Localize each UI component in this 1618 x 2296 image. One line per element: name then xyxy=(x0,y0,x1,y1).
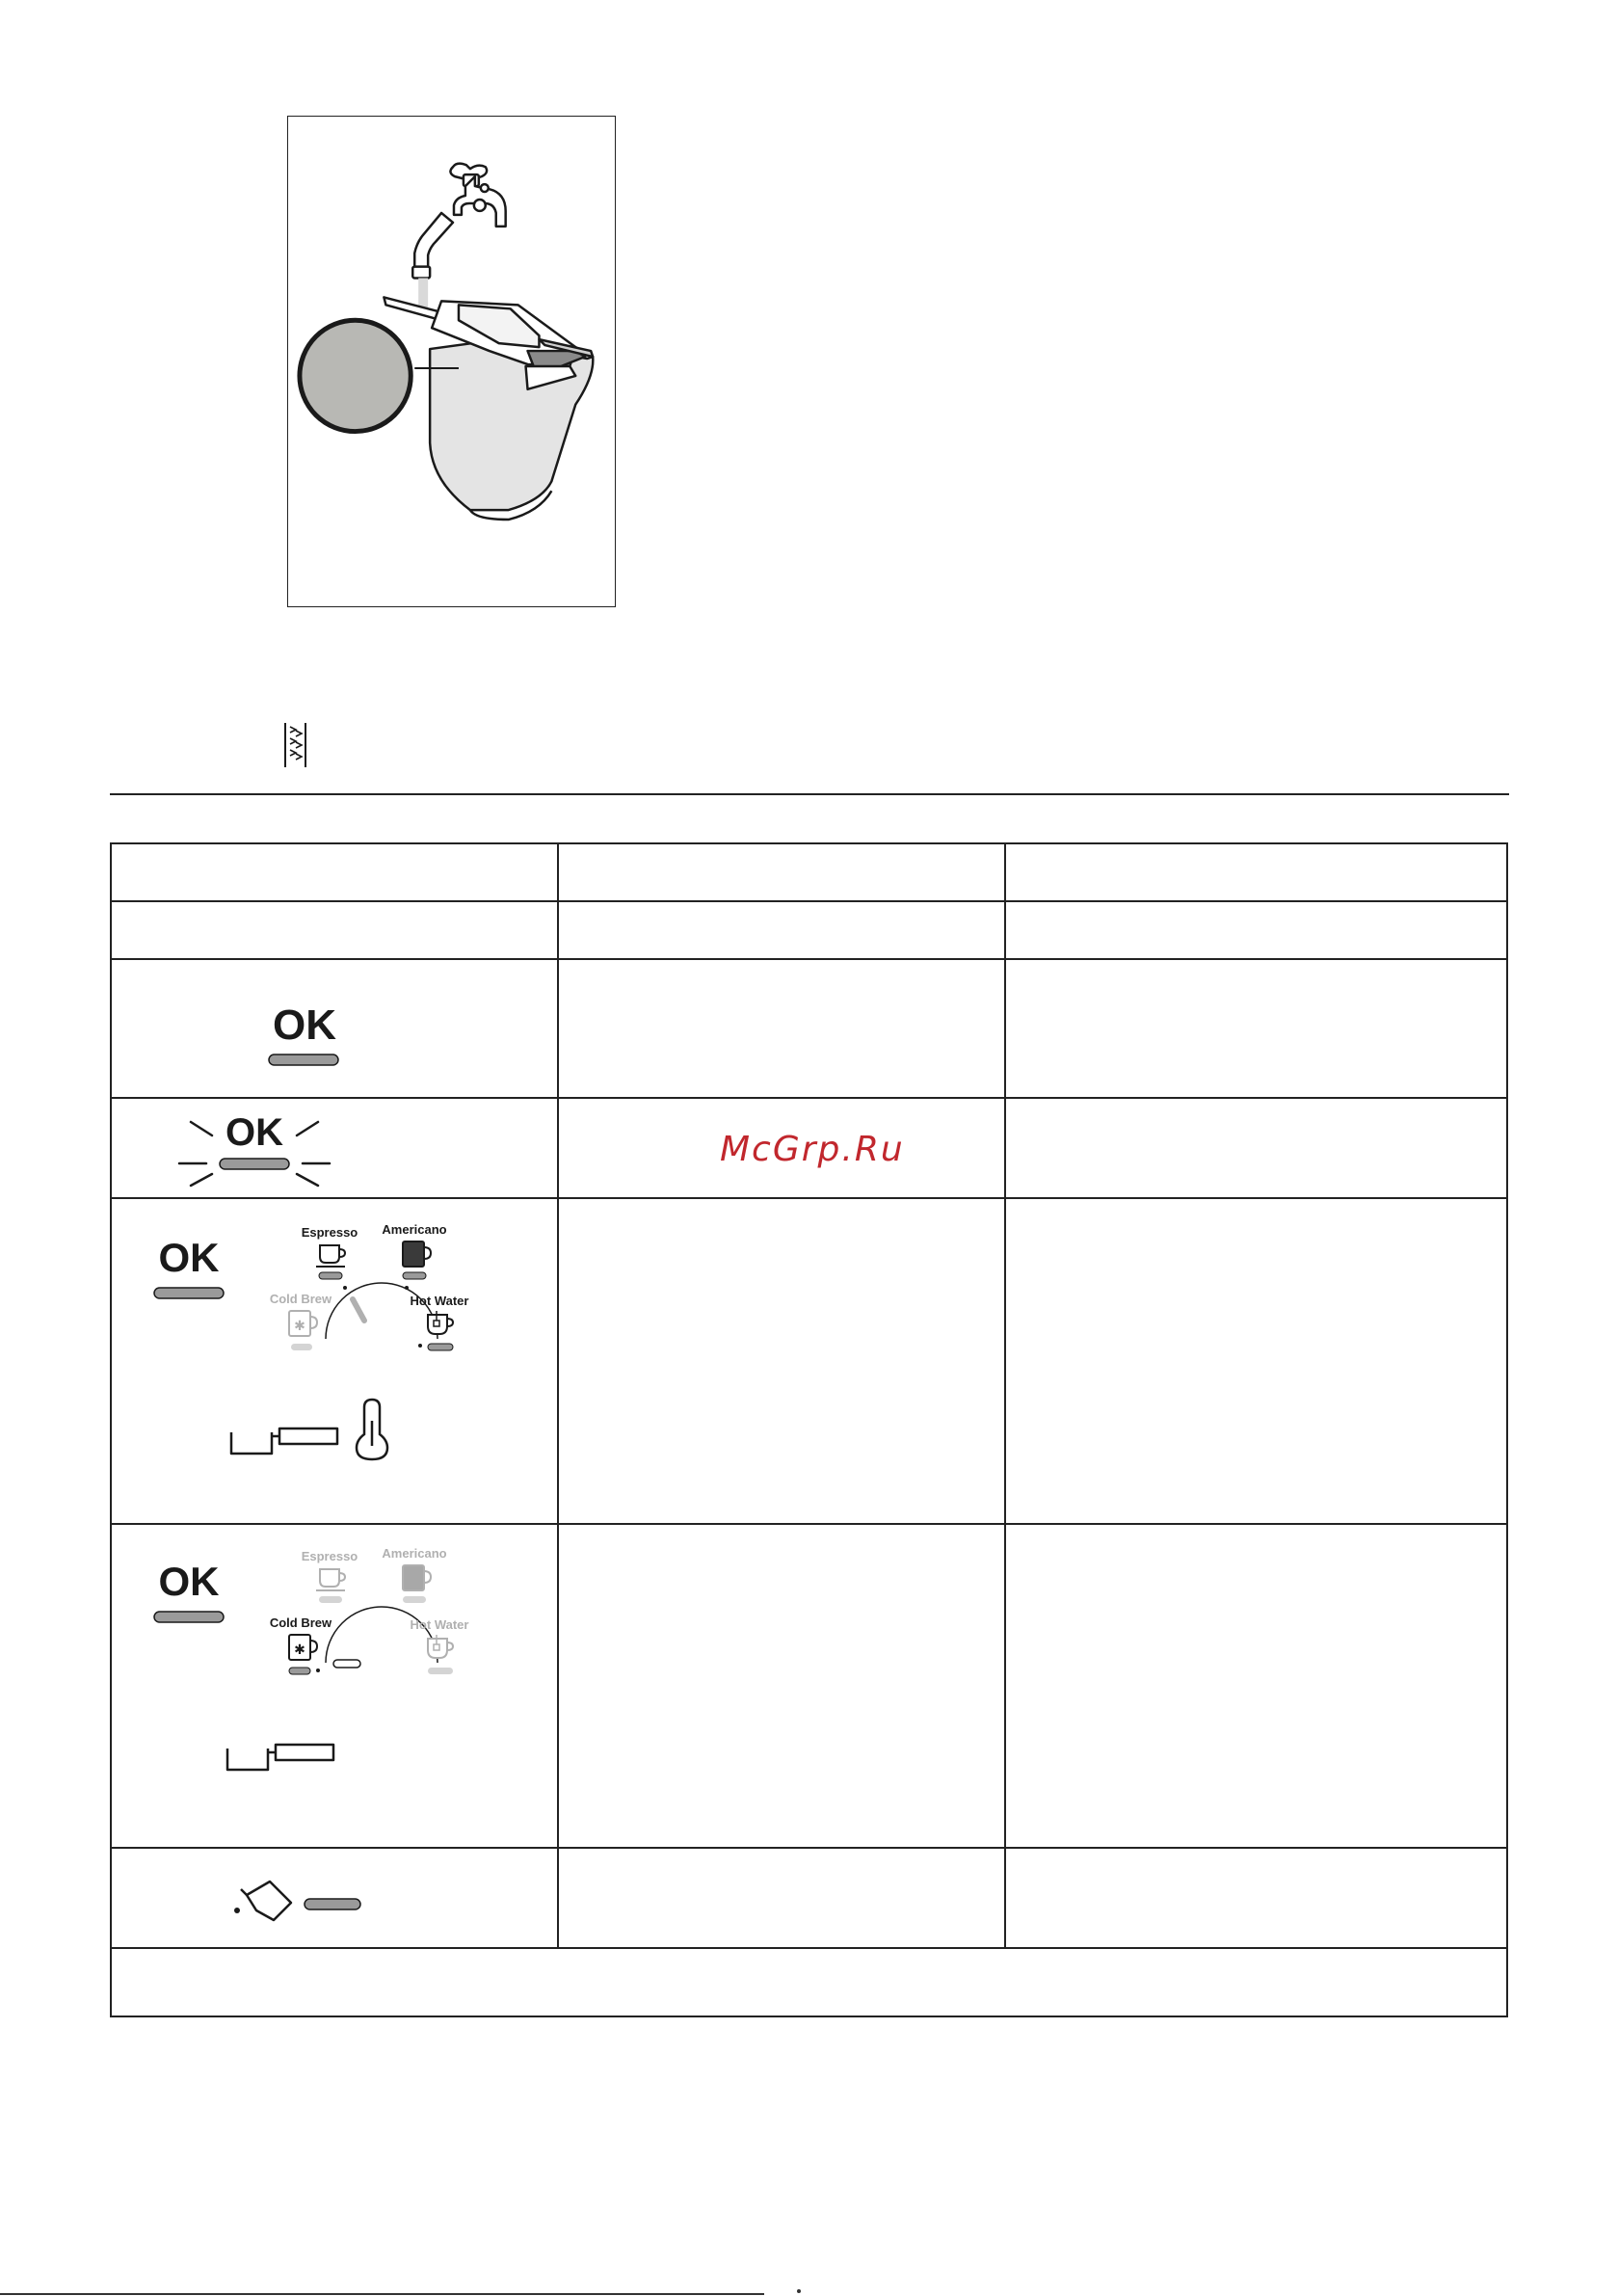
table-hline xyxy=(112,1197,1506,1199)
svg-text:✱: ✱ xyxy=(294,1642,305,1657)
ok-dial-panel-hot xyxy=(154,1211,540,1509)
table-vline xyxy=(557,844,559,1947)
thermometer-icon xyxy=(357,1400,387,1459)
espresso-indicator xyxy=(319,1272,342,1279)
espresso-label: Espresso xyxy=(301,1225,358,1240)
hot-water-icon xyxy=(428,1311,453,1334)
espresso-indicator xyxy=(319,1596,342,1603)
espresso-icon xyxy=(316,1245,345,1267)
water-tank-illustration xyxy=(287,116,616,607)
ok-label: OK xyxy=(225,1111,283,1154)
ok-label: OK xyxy=(273,1001,336,1049)
ok-indicator-flashing xyxy=(177,1105,332,1191)
cold-brew-icon xyxy=(289,1635,317,1660)
hot-water-indicator xyxy=(428,1668,453,1674)
ok-indicator-bar xyxy=(220,1159,289,1169)
hot-water-label: Hot Water xyxy=(410,1617,469,1632)
cold-brew-label: Cold Brew xyxy=(269,1615,332,1630)
descale-panel xyxy=(229,1874,364,1928)
watermark: McGrp.Ru xyxy=(720,1130,905,1169)
americano-indicator xyxy=(403,1272,426,1279)
table-hline xyxy=(112,900,1506,902)
water-tank xyxy=(384,297,593,520)
americano-icon xyxy=(403,1565,431,1590)
descale-indicator-bar xyxy=(305,1899,360,1909)
table-hline xyxy=(112,1947,1506,1949)
cold-brew-indicator xyxy=(289,1668,310,1674)
cold-brew-indicator xyxy=(291,1344,312,1350)
table-hline xyxy=(112,1847,1506,1849)
callout-circle xyxy=(300,320,411,431)
water-tank-filling-image xyxy=(288,117,615,606)
hot-water-label: Hot Water xyxy=(410,1294,469,1308)
ok-indicator-bar xyxy=(154,1612,224,1622)
cold-brew-icon xyxy=(289,1311,317,1336)
ok-indicator-solid xyxy=(256,999,353,1085)
dial-pointer xyxy=(353,1299,364,1321)
ok-indicator-bar xyxy=(269,1055,338,1065)
espresso-label: Espresso xyxy=(301,1549,358,1563)
indicator-table xyxy=(110,842,1508,2017)
steam-wand-icon xyxy=(231,1428,337,1454)
americano-indicator xyxy=(403,1596,426,1603)
americano-icon xyxy=(403,1241,431,1267)
footer-mark xyxy=(797,2289,801,2293)
hot-water-icon xyxy=(428,1635,453,1658)
table-hline xyxy=(112,1097,1506,1099)
ok-dial-panel-cold xyxy=(154,1535,540,1833)
table-hline xyxy=(112,1523,1506,1525)
americano-label: Americano xyxy=(382,1222,447,1237)
faucet-icon xyxy=(412,164,505,279)
table-vline xyxy=(1004,844,1006,1947)
hot-water-indicator xyxy=(428,1344,453,1350)
svg-text:✱: ✱ xyxy=(294,1318,305,1333)
espresso-icon xyxy=(316,1569,345,1590)
ok-label: OK xyxy=(158,1235,220,1280)
dial-arc xyxy=(326,1283,438,1339)
steam-wand-icon xyxy=(227,1745,333,1770)
descale-pour-icon xyxy=(241,1882,291,1920)
ok-indicator-bar xyxy=(154,1288,224,1298)
section-divider xyxy=(110,793,1509,795)
footer-rule xyxy=(0,2293,764,2295)
dial-arc xyxy=(326,1607,438,1663)
water-filter-icon xyxy=(282,721,309,769)
americano-label: Americano xyxy=(382,1546,447,1561)
table-hline xyxy=(112,958,1506,960)
cold-brew-label: Cold Brew xyxy=(269,1292,332,1306)
drop-icon xyxy=(234,1908,240,1913)
ok-label: OK xyxy=(158,1559,220,1604)
